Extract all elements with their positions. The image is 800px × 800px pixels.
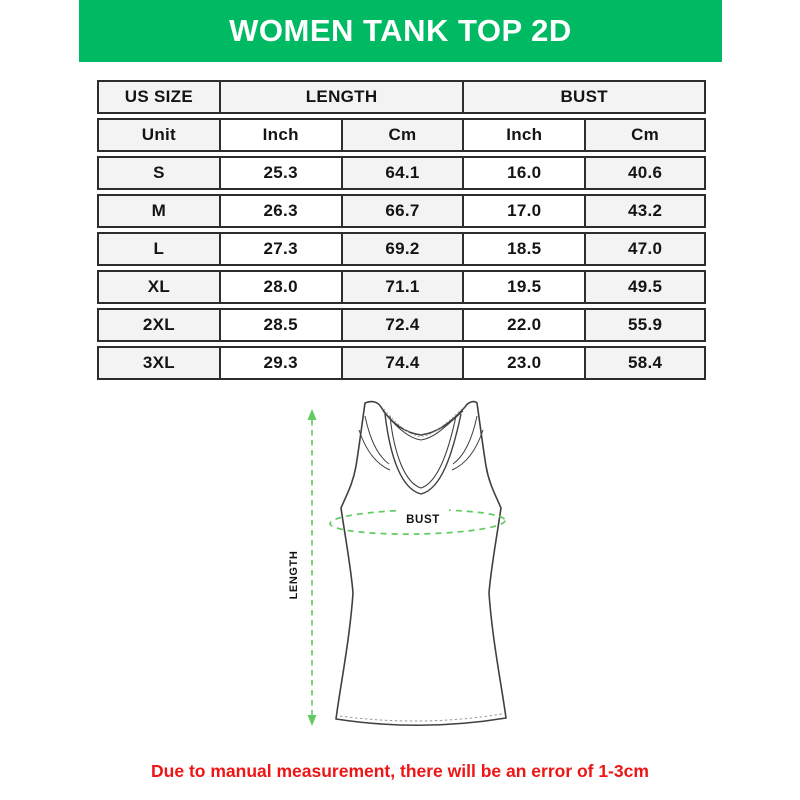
table-row xyxy=(97,156,706,190)
tank-top-outline xyxy=(336,402,506,726)
size-cell: L xyxy=(97,232,219,266)
bust-cm-cell: 40.6 xyxy=(584,156,706,190)
bust-cm-header: Cm xyxy=(584,118,706,152)
measurement-disclaimer: Due to manual measurement, there will be an error of 1-3cm xyxy=(151,761,649,781)
length-inch-cell: 29.3 xyxy=(219,346,341,380)
col-header-bust: BUST xyxy=(462,80,706,114)
length-arrow-up xyxy=(308,409,317,420)
bust-label: BUST xyxy=(406,514,440,526)
size-cell: M xyxy=(97,194,219,228)
length-cm-cell: 71.1 xyxy=(341,270,463,304)
bust-cm-cell: 58.4 xyxy=(584,346,706,380)
length-cm-cell: 72.4 xyxy=(341,308,463,342)
size-cell: S xyxy=(97,156,219,190)
length-cm-cell: 66.7 xyxy=(341,194,463,228)
length-arrow-down xyxy=(308,715,317,726)
length-inch-header: Inch xyxy=(219,118,341,152)
bust-inch-cell: 19.5 xyxy=(462,270,584,304)
bust-inch-cell: 17.0 xyxy=(462,194,584,228)
size-chart-table xyxy=(97,80,706,380)
bust-cm-cell: 49.5 xyxy=(584,270,706,304)
col-header-length: LENGTH xyxy=(219,80,463,114)
length-inch-cell: 26.3 xyxy=(219,194,341,228)
length-cm-cell: 69.2 xyxy=(341,232,463,266)
bust-cm-cell: 43.2 xyxy=(584,194,706,228)
bust-inch-cell: 18.5 xyxy=(462,232,584,266)
length-cm-cell: 64.1 xyxy=(341,156,463,190)
length-inch-cell: 28.5 xyxy=(219,308,341,342)
page-title: WOMEN TANK TOP 2D xyxy=(229,13,572,48)
unit-header: Unit xyxy=(97,118,219,152)
size-cell: 3XL xyxy=(97,346,219,380)
table-row xyxy=(97,232,706,266)
bust-inch-header: Inch xyxy=(462,118,584,152)
bust-cm-cell: 47.0 xyxy=(584,232,706,266)
bust-inch-cell: 22.0 xyxy=(462,308,584,342)
length-inch-cell: 25.3 xyxy=(219,156,341,190)
table-group-header-row xyxy=(97,80,706,114)
bust-cm-cell: 55.9 xyxy=(584,308,706,342)
length-inch-cell: 27.3 xyxy=(219,232,341,266)
table-row xyxy=(97,308,706,342)
bust-inch-cell: 16.0 xyxy=(462,156,584,190)
table-unit-header-row xyxy=(97,118,706,152)
length-inch-cell: 28.0 xyxy=(219,270,341,304)
table-row xyxy=(97,346,706,380)
title-banner xyxy=(79,0,722,62)
length-cm-header: Cm xyxy=(341,118,463,152)
size-cell: 2XL xyxy=(97,308,219,342)
size-cell: XL xyxy=(97,270,219,304)
table-row xyxy=(97,194,706,228)
table-row xyxy=(97,270,706,304)
length-cm-cell: 74.4 xyxy=(341,346,463,380)
col-header-us-size: US SIZE xyxy=(97,80,219,114)
tank-top-measurement-diagram xyxy=(275,396,520,744)
length-label: LENGTH xyxy=(288,550,300,600)
bust-inch-cell: 23.0 xyxy=(462,346,584,380)
